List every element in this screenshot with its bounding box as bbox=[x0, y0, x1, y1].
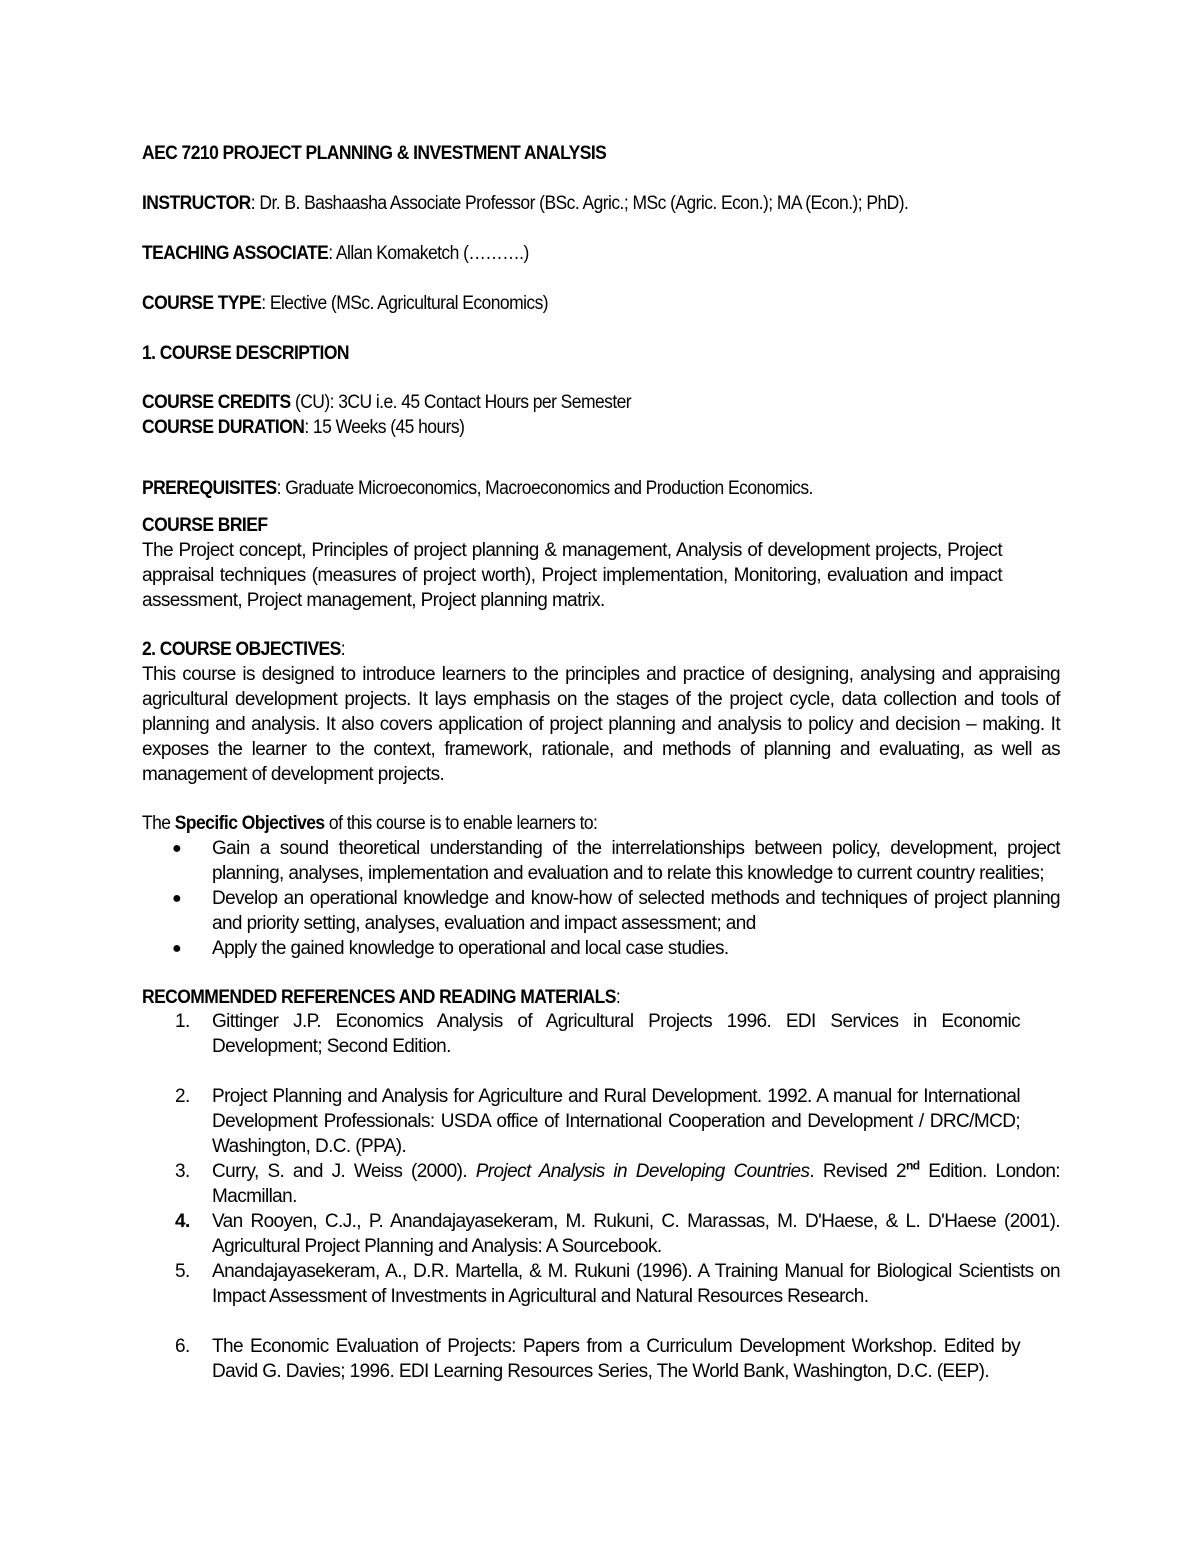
duration-label: COURSE DURATION bbox=[142, 417, 305, 438]
reference-text-mid: . Revised 2 bbox=[809, 1161, 906, 1182]
reference-item bbox=[142, 1159, 1060, 1209]
bullet-icon: ● bbox=[172, 840, 182, 857]
reference-superscript: nd bbox=[905, 1158, 920, 1173]
teaching-associate-label: TEACHING ASSOCIATE bbox=[142, 243, 329, 264]
document-page bbox=[142, 0, 1060, 1553]
instructor-label: INSTRUCTOR bbox=[142, 193, 251, 214]
references-heading: RECOMMENDED REFERENCES AND READING MATERIALS bbox=[142, 987, 616, 1008]
course-type-label: COURSE TYPE bbox=[142, 293, 262, 314]
instructor-value: : Dr. B. Bashaasha Associate Professor (BSc. Agric.; MSc (Agric. Econ.); MA (Econ.); PhD). bbox=[250, 193, 909, 214]
reference-number: 1. bbox=[175, 1011, 190, 1032]
references-heading-suffix: : bbox=[615, 987, 621, 1008]
reference-text: Gittinger J.P. Economics Analysis of Agricultural Projects 1996. EDI Services in Economic Development; Second Edition. bbox=[212, 1011, 1020, 1057]
specific-objectives-intro bbox=[142, 811, 597, 836]
reference-item bbox=[142, 1259, 1060, 1309]
course-brief-heading: COURSE BRIEF bbox=[142, 515, 268, 536]
section-course-description-heading: 1. COURSE DESCRIPTION bbox=[142, 343, 349, 364]
reference-title-italic: Project Analysis in Developing Countries bbox=[475, 1161, 810, 1182]
reference-number: 6. bbox=[175, 1336, 190, 1357]
course-type-value: : Elective (MSc. Agricultural Economics) bbox=[261, 293, 549, 314]
reference-number: 5. bbox=[175, 1261, 190, 1282]
references-list bbox=[142, 1009, 1060, 1384]
list-item bbox=[142, 836, 1060, 886]
prerequisites-label: PREREQUISITES bbox=[142, 478, 277, 499]
reference-item bbox=[142, 1334, 1060, 1384]
teaching-associate-line bbox=[142, 241, 529, 266]
specific-objectives-bold: Specific Objectives bbox=[174, 813, 325, 834]
list-item bbox=[142, 886, 1060, 936]
list-item-text: Gain a sound theoretical understanding of the interrelationships between policy, development, project planning, analyses, implementation and evaluation and to relate this knowledge to current country realities; bbox=[212, 838, 1060, 884]
list-item bbox=[142, 936, 1060, 961]
instructor-line bbox=[142, 191, 908, 216]
course-type-line bbox=[142, 291, 548, 316]
reference-text: Project Planning and Analysis for Agriculture and Rural Development. 1992. A manual for International Development Professionals: USDA office of International Cooperation and Development / DRC/MCD; Washington, D.C. (PPA). bbox=[212, 1086, 1020, 1157]
duration-line bbox=[142, 415, 464, 440]
list-item-text: Apply the gained knowledge to operational and local case studies. bbox=[212, 938, 729, 959]
reference-text-pre: Curry, S. and J. Weiss (2000). bbox=[212, 1161, 476, 1182]
course-objectives-text: This course is designed to introduce learners to the principles and practice of designing, analysing and appraising agricultural development projects. It lays emphasis on the stages of the project cycle, data collection and tools of planning and analysis. It also covers application of project planning and analysis to policy and decision – making. It exposes the learner to the context, framework, rationale, and methods of planning and evaluating, as well as management of development projects. bbox=[142, 664, 1060, 785]
reference-item bbox=[142, 1209, 1060, 1259]
reference-text: Anandajayasekeram, A., D.R. Martella, & M. Rukuni (1996). A Training Manual for Biological Scientists on Impact Assessment of Investments in Agricultural and Natural Resources Research. bbox=[212, 1261, 1060, 1307]
bullet-icon: ● bbox=[172, 890, 182, 907]
reference-text bbox=[212, 1159, 1060, 1209]
bullet-icon: ● bbox=[172, 940, 182, 957]
section-course-objectives-heading: 2. COURSE OBJECTIVES bbox=[142, 639, 341, 660]
credits-label: COURSE CREDITS bbox=[142, 392, 291, 413]
credits-line bbox=[142, 390, 631, 415]
prerequisites-line bbox=[142, 476, 813, 501]
reference-item bbox=[142, 1009, 1060, 1059]
section-course-objectives-line bbox=[142, 637, 345, 662]
teaching-associate-value: : Allan Komaketch (……….) bbox=[328, 243, 529, 264]
prerequisites-value: : Graduate Microeconomics, Macroeconomics and Production Economics. bbox=[276, 478, 813, 499]
duration-value: : 15 Weeks (45 hours) bbox=[304, 417, 465, 438]
section-course-objectives-suffix: : bbox=[340, 639, 346, 660]
reference-number: 2. bbox=[175, 1086, 190, 1107]
reference-item bbox=[142, 1084, 1060, 1159]
credits-value: (CU): 3CU i.e. 45 Contact Hours per Semester bbox=[290, 392, 632, 413]
reference-number: 4. bbox=[175, 1211, 190, 1232]
references-heading-line bbox=[142, 985, 620, 1010]
list-item-text: Develop an operational knowledge and know-how of selected methods and techniques of project planning and priority setting, analyses, evaluation and impact assessment; and bbox=[212, 888, 1060, 934]
course-brief-text: The Project concept, Principles of project planning & management, Analysis of development projects, Project appraisal techniques (measures of project worth), Project implementation, Monitoring, evaluation and impact assessment, Project management, Project planning matrix. bbox=[142, 540, 1002, 611]
document-title: AEC 7210 PROJECT PLANNING & INVESTMENT ANALYSIS bbox=[142, 143, 607, 164]
specific-objectives-list bbox=[142, 836, 1060, 961]
reference-text-post: Edition. London: Macmillan. bbox=[212, 1161, 1060, 1207]
reference-text: Van Rooyen, C.J., P. Anandajayasekeram, M. Rukuni, C. Marassas, M. D'Haese, & L. D'Haese (2001). Agricultural Project Planning and Analysis: A Sourcebook. bbox=[212, 1211, 1060, 1257]
specific-objectives-suffix: of this course is to enable learners to: bbox=[324, 813, 598, 834]
reference-text: The Economic Evaluation of Projects: Papers from a Curriculum Development Workshop. Edited by David G. Davies; 1996. EDI Learning Resources Series, The World Bank, Washington, D.C. (EEP). bbox=[212, 1336, 1020, 1382]
reference-number: 3. bbox=[175, 1161, 190, 1182]
specific-objectives-prefix: The bbox=[142, 813, 175, 834]
